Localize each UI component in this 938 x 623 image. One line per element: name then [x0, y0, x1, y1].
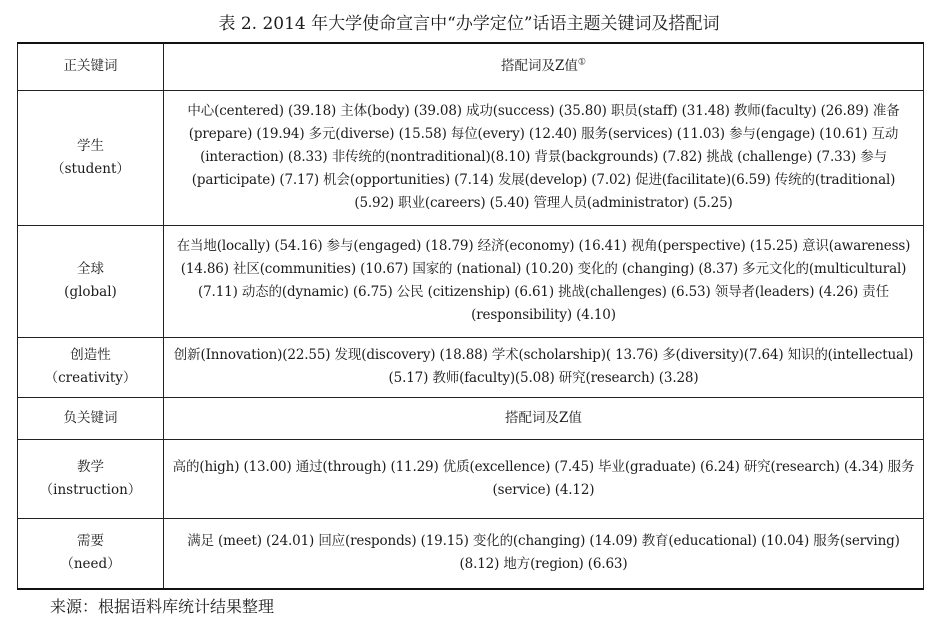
collocates-cell: 中心(centered) (39.18) 主体(body) (39.08) 成功(success) (35.80) 职员(staff) (31.48) 教师(faculty) (26.89) 准备(prepare) (19.94) 多元(diverse) (15.58) 每位(every) (12.40) 服务(services) (11.03) 参与(engage) (10.61) 互动(interaction) (8.33) 非传统的(nontraditional)(8.10) 背景(backgrounds) (7.82) 挑战 (challenge) (7.33) 参与(participate) (7.17) 机会(opportunities) (7.14) 发展(develop) (7.02) 促进(facilitate)(6.59) 传统的(traditional) (5.92) 职业(careers) (5.40) 管理人员(administrator) (5.25) — [164, 90, 924, 225]
negative-header-row — [18, 397, 924, 439]
table-row — [18, 518, 924, 589]
keyword-cell — [18, 337, 164, 397]
keyword-english: （need） — [60, 556, 121, 573]
collocates-cell: 在当地(locally) (54.16) 参与(engaged) (18.79) 经济(economy) (16.41) 视角(perspective) (15.25) 意识(awareness) (14.86) 社区(communities) (10.67) 国家的 (national) (10.20) 变化的 (changing) (8.37) 多元文化的(multicultural) (7.11) 动态的(dynamic) (6.75) 公民 (citizenship) (6.61) 挑战(challenges) (6.53) 领导者(leaders) (4.26) 责任(responsibility) (4.10) — [164, 225, 924, 337]
collocate-header-label: 搭配词及Z值 — [501, 58, 578, 75]
collocates-cell: 满足 (meet) (24.01) 回应(responds) (19.15) 变化的(changing) (14.09) 教育(educational) (10.04) 服务(serving) (8.12) 地方(region) (6.63) — [164, 518, 924, 589]
table-row — [18, 337, 924, 397]
keyword-chinese: 教学 — [77, 458, 104, 475]
keyword-chinese: 创造性 — [70, 347, 111, 363]
positive-collocate-header — [164, 43, 924, 90]
keyword-chinese: 全球 — [77, 261, 104, 277]
keyword-cell — [18, 439, 164, 518]
table-caption: 表 2. 2014 年大学使命宣言中“办学定位”话语主题关键词及搭配词 — [218, 14, 720, 34]
footnote-mark: ① — [577, 57, 586, 68]
source-note: 来源：根据语料库统计结果整理 — [50, 597, 275, 616]
keyword-english: （instruction） — [39, 481, 142, 498]
positive-header-row — [18, 43, 924, 90]
keyword-cell — [18, 90, 164, 225]
keyword-english: (global) — [64, 284, 117, 300]
table-row — [18, 225, 924, 337]
collocates-cell: 创新(Innovation)(22.55) 发现(discovery) (18.88) 学术(scholarship)( 13.76) 多(diversity)(7.64) 知识的(intellectual)(5.17) 教师(faculty)(5.08) 研究(research) (3.28) — [164, 337, 924, 397]
keyword-chinese: 学生 — [77, 137, 104, 154]
keyword-english: （student） — [51, 160, 130, 177]
negative-collocate-header: 搭配词及Z值 — [164, 397, 924, 439]
collocates-cell: 高的(high) (13.00) 通过(through) (11.29) 优质(excellence) (7.45) 毕业(graduate) (6.24) 研究(research) (4.34) 服务(service) (4.12) — [164, 439, 924, 518]
keyword-chinese: 需要 — [77, 533, 104, 550]
positive-keyword-header: 正关键词 — [18, 43, 164, 90]
negative-keyword-header: 负关键词 — [18, 397, 164, 439]
keyword-english: （creativity） — [44, 370, 137, 386]
table-row — [18, 90, 924, 225]
keyword-cell — [18, 518, 164, 589]
keyword-collocate-table — [17, 42, 924, 590]
keyword-cell — [18, 225, 164, 337]
table-row — [18, 439, 924, 518]
